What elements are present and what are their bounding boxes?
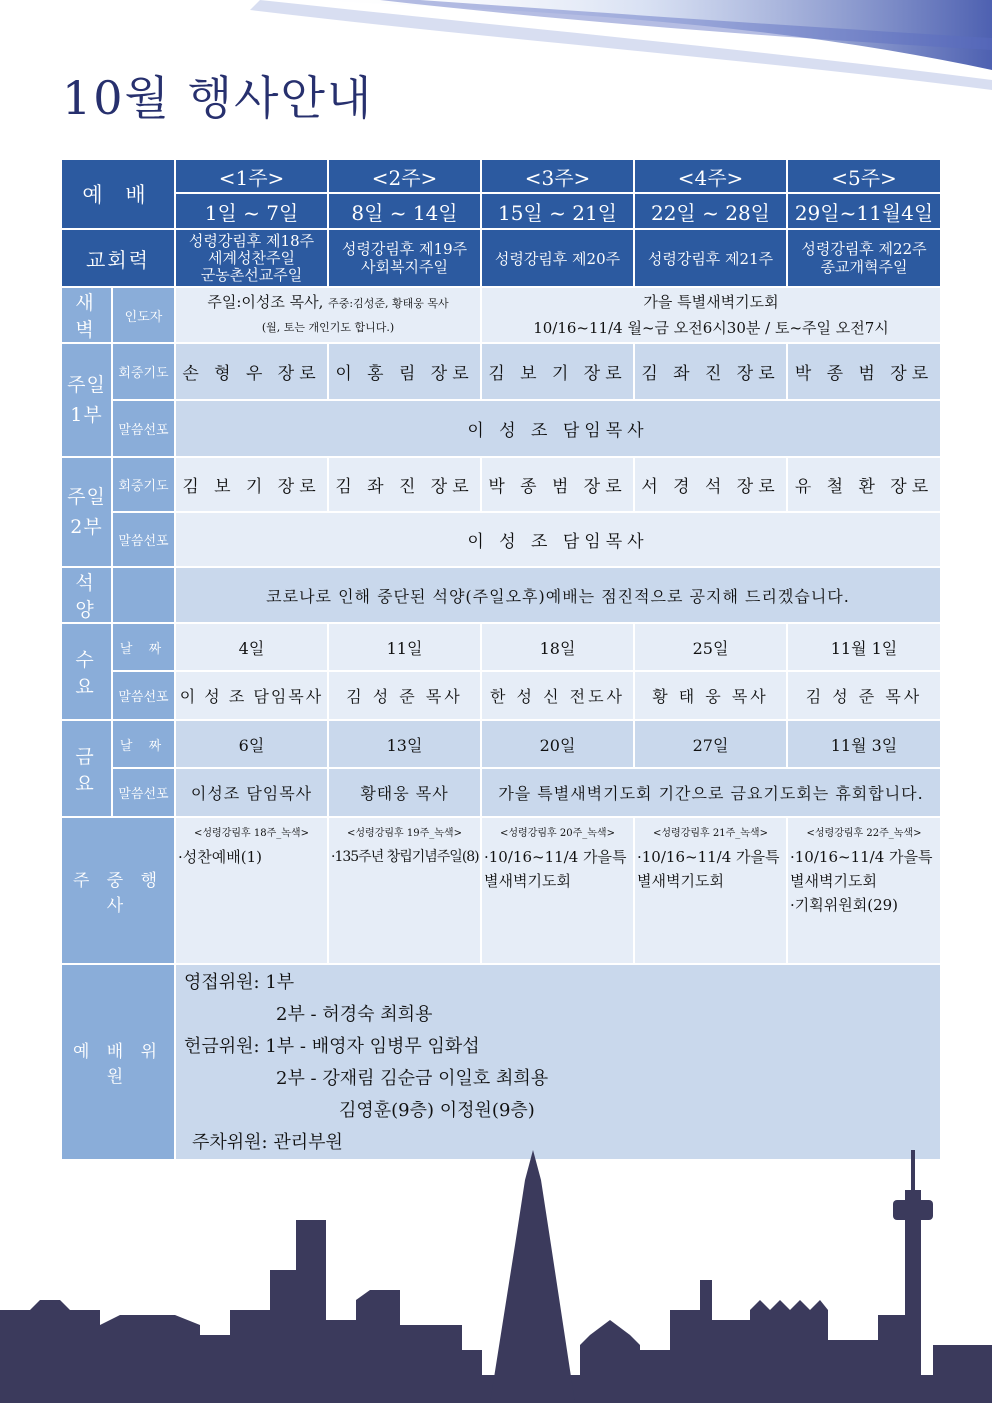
dawn-special-cell: 가을 특별새벽기도회 10/16~11/4 월~금 오전6시30분 / 토~주일 오전7시 [481, 287, 941, 343]
events-week-head: <성령강림후 22주_녹색> [806, 828, 922, 839]
sunday1-prayer: 박 종 범 장로 [787, 343, 941, 400]
week-header: <3주> [481, 159, 634, 193]
sunday2-sermon-label: 말씀선포 [112, 512, 175, 567]
evening-sub-label [112, 567, 175, 623]
friday-preacher: 황태웅 목사 [328, 768, 481, 817]
sunday2-prayer: 김 좌 진 장로 [328, 457, 481, 512]
week-dates: 8일 ~ 14일 [328, 193, 481, 229]
calendar-cell: 성령강림후 제22주 종교개혁주일 [787, 229, 941, 287]
sunday2-prayer: 서 경 석 장로 [634, 457, 787, 512]
friday-date: 20일 [481, 720, 634, 768]
events-column: <성령강림후 18주_녹색> ·성찬예배(1) [175, 817, 328, 964]
week-dates: 22일 ~ 28일 [634, 193, 787, 229]
sunday1-prayer: 김 좌 진 장로 [634, 343, 787, 400]
wednesday-preacher: 김 성 준 목사 [328, 671, 481, 720]
week-header: <4주> [634, 159, 787, 193]
sunday2-prayer: 김 보 기 장로 [175, 457, 328, 512]
wednesday-preacher: 황 태 웅 목사 [634, 671, 787, 720]
sunday1-label: 주일 1부 [61, 343, 112, 457]
events-week-head: <성령강림후 18주_녹색> [194, 828, 309, 839]
wednesday-label: 수 요 [61, 623, 112, 720]
calendar-cell: 성령강림후 제21주 [634, 229, 787, 287]
friday-label: 금 요 [61, 720, 112, 817]
sunday2-prayer-label: 회중기도 [112, 457, 175, 512]
wednesday-date: 11월 1일 [787, 623, 941, 671]
events-week-head: <성령강림후 19주_녹색> [347, 828, 462, 839]
sunday1-sermon: 이 성 조 담임목사 [175, 400, 941, 457]
events-week-head: <성령강림후 21주_녹색> [653, 828, 768, 839]
friday-notice: 가을 특별새벽기도회 기간으로 금요기도회는 휴회합니다. [481, 768, 941, 817]
calendar-label: 교회력 [61, 229, 175, 287]
dawn-label: 새 벽 [61, 287, 112, 343]
friday-date: 6일 [175, 720, 328, 768]
calendar-cell: 성령강림후 제18주 세계성찬주일 군농촌선교주일 [175, 229, 328, 287]
events-column: <성령강림후 22주_녹색> ·10/16~11/4 가을특 별새벽기도회 ·기획위원회(29) [787, 817, 941, 964]
sunday1-prayer: 손 형 우 장로 [175, 343, 328, 400]
wednesday-date: 11일 [328, 623, 481, 671]
wednesday-preacher: 한 성 신 전도사 [481, 671, 634, 720]
staff-list: 영접위원: 1부 2부 - 허경숙 최희용 헌금위원: 1부 - 배영자 임병무 임화섭 2부 - 강재림 김순금 이일호 최희용 김영훈(9층) 이정원(9층) 주차위원: 관리부원 [175, 964, 941, 1160]
page-title: 10월 행사안내 [62, 71, 374, 125]
friday-sermon-label: 말씀선포 [112, 768, 175, 817]
schedule-table [60, 158, 942, 1161]
sunday1-prayer: 김 보 기 장로 [481, 343, 634, 400]
friday-date: 27일 [634, 720, 787, 768]
wednesday-date: 4일 [175, 623, 328, 671]
week-dates: 1일 ~ 7일 [175, 193, 328, 229]
events-column: <성령강림후 21주_녹색> ·10/16~11/4 가을특 별새벽기도회 [634, 817, 787, 964]
calendar-cell: 성령강림후 제20주 [481, 229, 634, 287]
dawn-sub-label: 인도자 [112, 287, 175, 343]
week-header: <2주> [328, 159, 481, 193]
wednesday-date: 18일 [481, 623, 634, 671]
wednesday-date-label: 날 짜 [112, 623, 175, 671]
wednesday-preacher: 김 성 준 목사 [787, 671, 941, 720]
staff-label: 예 배 위 원 [61, 964, 175, 1160]
events-column: <성령강림후 19주_녹색> ·135주년 창립기념주일(8) [328, 817, 481, 964]
dawn-leader-cell: 주일:이성조 목사, 주중:김성준, 황태웅 목사 (월, 토는 개인기도 합니다.) [175, 287, 481, 343]
friday-preacher: 이성조 담임목사 [175, 768, 328, 817]
city-skyline-decoration [0, 1150, 992, 1403]
sunday2-prayer: 유 철 환 장로 [787, 457, 941, 512]
evening-label: 석 양 [61, 567, 112, 623]
wednesday-sermon-label: 말씀선포 [112, 671, 175, 720]
calendar-cell: 성령강림후 제19주 사회복지주일 [328, 229, 481, 287]
evening-notice: 코로나로 인해 중단된 석양(주일오후)예배는 점진적으로 공지해 드리겠습니다. [175, 567, 941, 623]
events-column: <성령강림후 20주_녹색> ·10/16~11/4 가을특 별새벽기도회 [481, 817, 634, 964]
events-label: 주 중 행 사 [61, 817, 175, 964]
sunday2-sermon: 이 성 조 담임목사 [175, 512, 941, 567]
week-dates: 29일~11월4일 [787, 193, 941, 229]
sunday1-prayer: 이 홍 림 장로 [328, 343, 481, 400]
sunday2-prayer: 박 종 범 장로 [481, 457, 634, 512]
friday-date-label: 날 짜 [112, 720, 175, 768]
sunday1-prayer-label: 회중기도 [112, 343, 175, 400]
week-header: <1주> [175, 159, 328, 193]
friday-date: 13일 [328, 720, 481, 768]
week-header: <5주> [787, 159, 941, 193]
week-dates: 15일 ~ 21일 [481, 193, 634, 229]
wednesday-date: 25일 [634, 623, 787, 671]
worship-header-label: 예 배 [61, 159, 175, 229]
sunday1-sermon-label: 말씀선포 [112, 400, 175, 457]
friday-date: 11월 3일 [787, 720, 941, 768]
events-week-head: <성령강림후 20주_녹색> [500, 828, 615, 839]
wednesday-preacher: 이 성 조 담임목사 [175, 671, 328, 720]
sunday2-label: 주일 2부 [61, 457, 112, 567]
